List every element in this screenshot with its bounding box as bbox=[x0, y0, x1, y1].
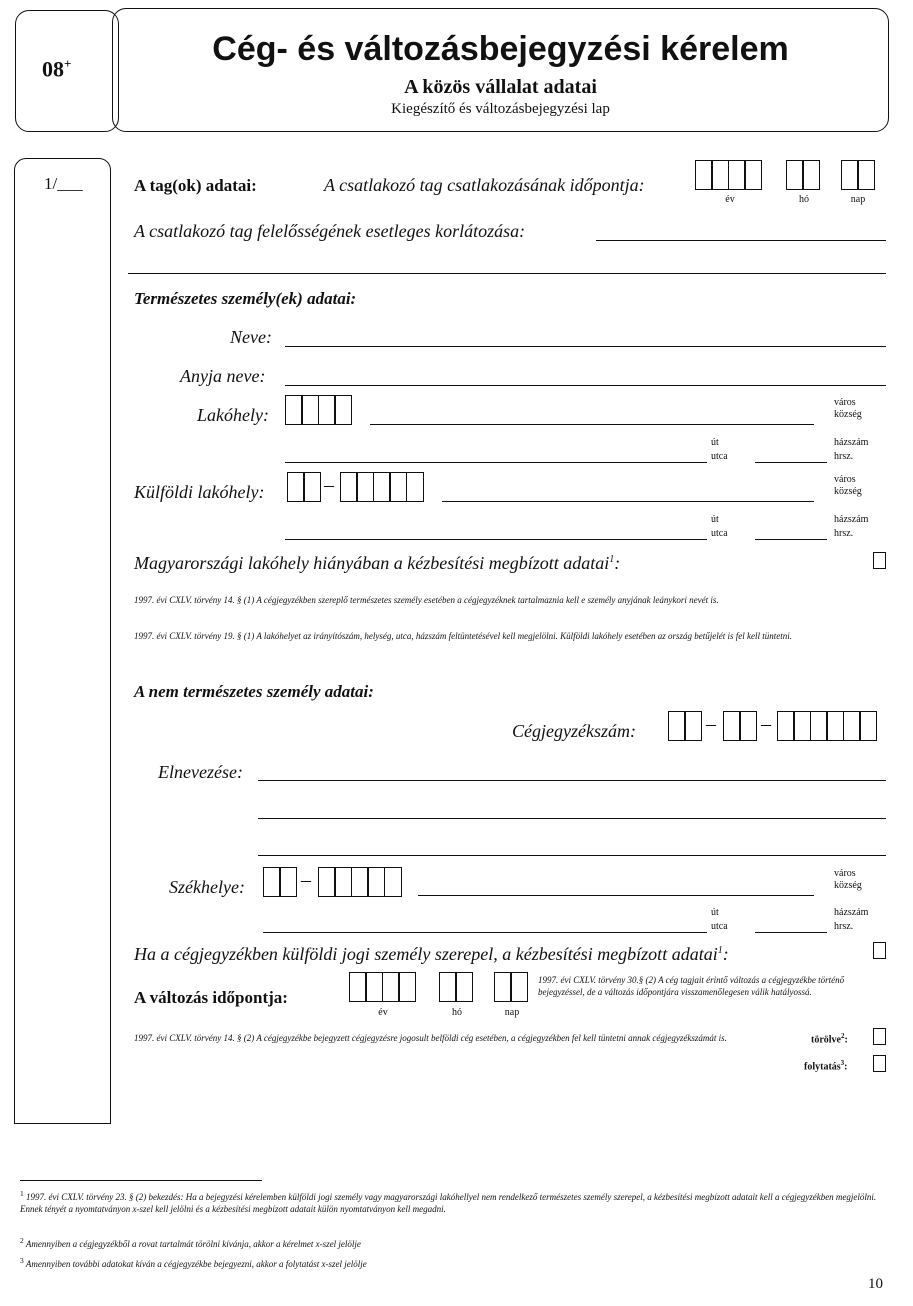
note-mother-name: 1997. évi CXLV. törvény 14. § (1) A cégjegyzékben szereplő természetes személy esetében a cégjegyzéknek tartalmaznia kell e személy anyjának leánykori nevét is. bbox=[134, 595, 719, 605]
seat-house-field[interactable] bbox=[755, 932, 827, 933]
regno-type-input[interactable] bbox=[723, 711, 757, 741]
seat-country-input[interactable] bbox=[263, 867, 297, 897]
mother-name-label: Anyja neve: bbox=[180, 366, 266, 386]
footnote-2: $^2$ Amennyiben a cégjegyzékből a rovat tartalmát törölni kívánja, akkor a kérelmet x-szel jelölje bbox=[20, 1236, 361, 1249]
residence-house-caption: házszám hrsz. bbox=[834, 437, 869, 462]
legal-name-field[interactable] bbox=[258, 780, 886, 781]
residence-street-caption: út utca bbox=[711, 437, 728, 462]
change-caption-day: nap bbox=[504, 1007, 520, 1018]
foreign-street-caption: út utca bbox=[711, 514, 728, 539]
form-code: 08+ bbox=[42, 56, 72, 82]
change-date-month-input[interactable] bbox=[439, 972, 473, 1002]
footnote-1: $^1$ 1997. évi CXLV. törvény 23. § (2) bekezdés: Ha a bejegyzési kérelemben külföldi jogi személy vagy magyarországi lakóhellyel nem rendelkező természetes személy szerepel, a kézbesítési megbízott adatait kell a cégjegyzékben megjelölni. Ennek tényét a nyomtatványon x-szel kell jelölni és a kézbesítési megbízott adatait külön nyomtatványon kell megadni. bbox=[20, 1189, 877, 1214]
members-heading: A tag(ok) adatai: bbox=[134, 176, 257, 195]
liability-field[interactable] bbox=[596, 240, 886, 241]
agent-checkbox[interactable] bbox=[873, 552, 886, 569]
residence-label: Lakóhely: bbox=[197, 405, 269, 425]
name-label: Neve: bbox=[230, 327, 272, 347]
residence-zip-input[interactable] bbox=[285, 395, 352, 425]
seat-street-field[interactable] bbox=[263, 932, 707, 933]
change-caption-month: hó bbox=[452, 1007, 462, 1018]
foreign-house-field[interactable] bbox=[755, 539, 827, 540]
footnote-3: $^3$ Amennyiben további adatokat kíván a cégjegyzékbe bejegyezni, akkor a folytatást x-szel jelölje bbox=[20, 1256, 367, 1269]
seat-zip-input[interactable] bbox=[318, 867, 402, 897]
residence-house-field[interactable] bbox=[755, 462, 827, 463]
regno-dash-1: – bbox=[706, 713, 716, 735]
deleted-label: törölve$^2$: bbox=[811, 1032, 848, 1046]
seat-house-caption: házszám hrsz. bbox=[834, 907, 869, 932]
seat-label: Székhelye: bbox=[169, 877, 245, 897]
foreign-house-caption: házszám hrsz. bbox=[834, 514, 869, 539]
regno-court-input[interactable] bbox=[668, 711, 702, 741]
residence-street-field[interactable] bbox=[285, 462, 707, 463]
legal-name-field-line2[interactable] bbox=[258, 818, 886, 819]
sheet-type: Kiegészítő és változásbejegyzési lap bbox=[391, 101, 610, 117]
regno-number-input[interactable] bbox=[777, 711, 877, 741]
legal-heading: A nem természetes személy adatai: bbox=[134, 682, 374, 701]
agent-label: Magyarországi lakóhely hiányában a kézbesítési megbízott adatai$^1$: bbox=[134, 553, 621, 573]
page-number: 10 bbox=[868, 1276, 883, 1292]
residence-city-caption: város község bbox=[834, 397, 862, 420]
caption-year: év bbox=[725, 194, 735, 205]
change-date-day-input[interactable] bbox=[494, 972, 528, 1002]
liability-label: A csatlakozó tag felelősségének esetleges korlátozása: bbox=[134, 221, 526, 241]
regno-dash-2: – bbox=[761, 713, 771, 735]
foreign-agent-label: Ha a cégjegyzékben külföldi jogi személy szerepel, a kézbesítési megbízott adatai$^1$: bbox=[134, 944, 729, 964]
change-note: 1997. évi CXLV. törvény 30.§ (2) A cég tagjait érintő változás a cégjegyzékbe történő bejegyzéssel, de a változás időpontjára visszamenőlegesen válik hatályossá. bbox=[538, 975, 845, 997]
deleted-checkbox[interactable] bbox=[873, 1028, 886, 1045]
name-field[interactable] bbox=[285, 346, 886, 347]
continue-checkbox[interactable] bbox=[873, 1055, 886, 1072]
continue-label: folytatás$^3$: bbox=[804, 1059, 848, 1073]
mother-name-field[interactable] bbox=[285, 385, 886, 386]
seat-city-caption: város község bbox=[834, 868, 862, 891]
join-date-month-input[interactable] bbox=[786, 160, 820, 190]
page-title: Cég- és változásbejegyzési kérelem bbox=[212, 30, 789, 68]
liability-field-line2[interactable] bbox=[128, 273, 886, 274]
caption-day: nap bbox=[850, 194, 866, 205]
join-date-label: A csatlakozó tag csatlakozásának időpontja: bbox=[324, 175, 645, 195]
legal-name-field-line3[interactable] bbox=[258, 855, 886, 856]
foreign-city-field[interactable] bbox=[442, 501, 814, 502]
foreign-zip-input[interactable] bbox=[340, 472, 424, 502]
regno-label: Cégjegyzékszám: bbox=[512, 721, 636, 741]
page-subtitle: A közös vállalat adatai bbox=[404, 76, 597, 98]
foreign-street-field[interactable] bbox=[285, 539, 707, 540]
foreign-country-input[interactable] bbox=[287, 472, 321, 502]
foreign-residence-label: Külföldi lakóhely: bbox=[134, 482, 265, 502]
seat-street-caption: út utca bbox=[711, 907, 728, 932]
seat-dash: – bbox=[301, 869, 311, 891]
section-number[interactable]: 1/___ bbox=[44, 174, 83, 193]
footnote-separator bbox=[20, 1180, 262, 1181]
foreign-city-caption: város község bbox=[834, 474, 862, 497]
foreign-agent-checkbox[interactable] bbox=[873, 942, 886, 959]
seat-city-field[interactable] bbox=[418, 895, 814, 896]
change-date-label: A változás időpontja: bbox=[134, 988, 288, 1007]
residence-city-field[interactable] bbox=[370, 424, 814, 425]
change-caption-year: év bbox=[378, 1007, 388, 1018]
caption-month: hó bbox=[799, 194, 809, 205]
foreign-dash: – bbox=[324, 474, 334, 496]
natural-heading: Természetes személy(ek) adatai: bbox=[134, 289, 357, 308]
note-residence: 1997. évi CXLV. törvény 19. § (1) A lakóhelyet az irányítószám, helység, utca, házszám feltüntetésével kell megjelölni. Külföldi lakóhely esetében az ország betűjelét is fel kell tüntetni. bbox=[134, 631, 793, 641]
legal-name-label: Elnevezése: bbox=[158, 762, 243, 782]
section-number-column bbox=[14, 158, 111, 1124]
regno-law-note: 1997. évi CXLV. törvény 14. § (2) A cégjegyzékbe bejegyzett cégjegyzésre jogosult belföldi cég esetében, a cégjegyzékben fel kell tüntetni annak cégjegyzékszámát is. bbox=[134, 1033, 727, 1043]
change-date-year-input[interactable] bbox=[349, 972, 416, 1002]
join-date-day-input[interactable] bbox=[841, 160, 875, 190]
join-date-year-input[interactable] bbox=[695, 160, 762, 190]
